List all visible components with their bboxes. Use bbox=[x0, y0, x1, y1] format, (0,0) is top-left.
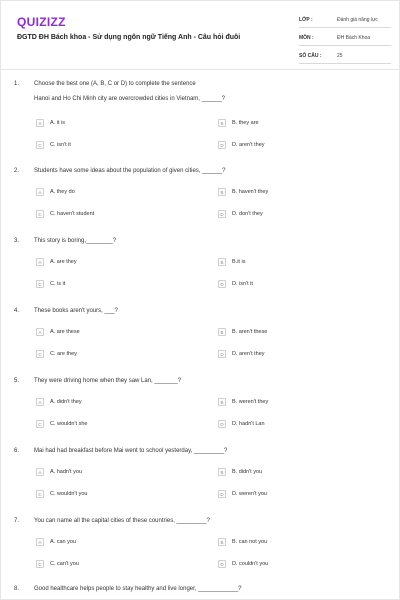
meta-row-class bbox=[299, 13, 391, 28]
option-letter: B bbox=[218, 119, 226, 127]
option-letter: B bbox=[218, 328, 226, 336]
option-text: D. couldn't you bbox=[232, 561, 269, 567]
question-text: Mai had had breakfast before Mai went to school yesterday, _________? bbox=[34, 448, 228, 454]
option-text: D. aren't they bbox=[232, 351, 265, 357]
option-b[interactable] bbox=[218, 258, 245, 266]
option-text: D. weren't you bbox=[232, 491, 267, 497]
option-letter: C bbox=[36, 560, 44, 568]
question-text: These books aren't yours, ___? bbox=[34, 308, 118, 314]
option-letter: D bbox=[218, 210, 226, 218]
option-c[interactable] bbox=[36, 210, 94, 218]
option-text: D. aren't they bbox=[232, 142, 265, 148]
option-a[interactable] bbox=[36, 119, 65, 127]
meta-row-subject bbox=[299, 31, 391, 46]
question-text: You can name all the capital cities of these countries, _________? bbox=[34, 518, 210, 524]
question-number: 7. bbox=[14, 518, 20, 524]
question-text: Choose the best one (A, B, C or D) to complete the sentence bbox=[34, 81, 196, 87]
option-letter: A bbox=[36, 328, 44, 336]
option-letter: B bbox=[218, 398, 226, 406]
meta-label: LỚP : bbox=[299, 17, 313, 23]
option-text: B. weren't they bbox=[232, 399, 269, 405]
option-text: C. is it bbox=[50, 281, 66, 287]
option-text: D. don't they bbox=[232, 211, 263, 217]
option-letter: B bbox=[218, 188, 226, 196]
option-text: A. they do bbox=[50, 189, 75, 195]
question-number: 5. bbox=[14, 378, 20, 384]
option-d[interactable] bbox=[218, 210, 263, 218]
option-letter: B bbox=[218, 538, 226, 546]
option-text: B. haven't they bbox=[232, 189, 269, 195]
option-text: B. aren't these bbox=[232, 329, 268, 335]
header-divider bbox=[1, 69, 399, 70]
option-letter: B bbox=[218, 258, 226, 266]
option-letter: D bbox=[218, 280, 226, 288]
option-d[interactable] bbox=[218, 350, 265, 358]
option-text: A. are they bbox=[50, 259, 77, 265]
meta-label: SỐ CÂU : bbox=[299, 53, 322, 59]
question-number: 6. bbox=[14, 448, 20, 454]
question-subtext: Hanoi and Ho Chi Minh city are overcrowded cities in Vietnam, ______? bbox=[34, 96, 225, 102]
option-text: C. wouldn't you bbox=[50, 491, 88, 497]
option-text: C. haven't student bbox=[50, 211, 95, 217]
option-c[interactable] bbox=[36, 280, 65, 288]
meta-label: MÔN : bbox=[299, 35, 314, 41]
option-text: D. isn't it bbox=[232, 281, 253, 287]
meta-value: 25 bbox=[337, 53, 343, 59]
option-b[interactable] bbox=[218, 188, 268, 196]
question-number: 4. bbox=[14, 308, 20, 314]
option-letter: C bbox=[36, 210, 44, 218]
option-letter: A bbox=[36, 398, 44, 406]
option-text: D. hadn't Lan bbox=[232, 421, 265, 427]
option-d[interactable] bbox=[218, 490, 267, 498]
option-c[interactable] bbox=[36, 560, 79, 568]
option-a[interactable] bbox=[36, 328, 80, 336]
option-c[interactable] bbox=[36, 420, 87, 428]
option-text: C. isn't it bbox=[50, 142, 71, 148]
option-text: A. are these bbox=[50, 329, 80, 335]
option-c[interactable] bbox=[36, 141, 71, 149]
option-text: A. can you bbox=[50, 539, 76, 545]
option-text: A. it is bbox=[50, 120, 65, 126]
option-text: C. wouldn't she bbox=[50, 421, 88, 427]
question-number: 3. bbox=[14, 238, 20, 244]
option-letter: C bbox=[36, 490, 44, 498]
question-text: They were driving home when they saw Lan, _______? bbox=[34, 378, 182, 384]
option-letter: A bbox=[36, 468, 44, 476]
option-c[interactable] bbox=[36, 350, 77, 358]
worksheet-meta bbox=[299, 13, 391, 67]
option-text: C. can't you bbox=[50, 561, 79, 567]
option-letter: B bbox=[218, 468, 226, 476]
option-letter: D bbox=[218, 490, 226, 498]
option-letter: C bbox=[36, 280, 44, 288]
option-text: B. can not you bbox=[232, 539, 268, 545]
meta-row-count bbox=[299, 49, 391, 64]
question-number: 8. bbox=[14, 586, 20, 592]
option-letter: A bbox=[36, 119, 44, 127]
option-b[interactable] bbox=[218, 538, 267, 546]
option-text: A. didn't they bbox=[50, 399, 82, 405]
meta-value: ĐH Bách Khoa bbox=[337, 35, 371, 41]
option-d[interactable] bbox=[218, 560, 268, 568]
option-letter: C bbox=[36, 141, 44, 149]
option-letter: D bbox=[218, 350, 226, 358]
option-a[interactable] bbox=[36, 258, 77, 266]
option-text: B.it is bbox=[232, 259, 246, 265]
question-text: Students have some ideas about the population of given cities, ______? bbox=[34, 168, 226, 174]
question-number: 1. bbox=[14, 81, 20, 87]
meta-value: Đánh giá năng lực bbox=[337, 17, 378, 23]
option-text: A. hadn't you bbox=[50, 469, 82, 475]
option-letter: C bbox=[36, 350, 44, 358]
option-c[interactable] bbox=[36, 490, 87, 498]
option-letter: C bbox=[36, 420, 44, 428]
option-b[interactable] bbox=[218, 328, 267, 336]
option-letter: D bbox=[218, 420, 226, 428]
option-text: B. didn't you bbox=[232, 469, 263, 475]
option-a[interactable] bbox=[36, 538, 76, 546]
option-a[interactable] bbox=[36, 188, 75, 196]
option-text: C. are they bbox=[50, 351, 77, 357]
worksheet-title: ĐGTD ĐH Bách khoa - Sử dụng ngôn ngữ Tiếng Anh - Câu hỏi đuôi bbox=[17, 34, 241, 41]
question-number: 2. bbox=[14, 168, 20, 174]
option-d[interactable] bbox=[218, 280, 253, 288]
option-d[interactable] bbox=[218, 420, 265, 428]
option-letter: D bbox=[218, 141, 226, 149]
option-letter: A bbox=[36, 188, 44, 196]
option-a[interactable] bbox=[36, 468, 82, 476]
option-b[interactable] bbox=[218, 398, 268, 406]
option-a[interactable] bbox=[36, 398, 82, 406]
option-letter: D bbox=[218, 560, 226, 568]
option-text: B. they are bbox=[232, 120, 259, 126]
question-text: This story is boring,________? bbox=[34, 238, 117, 244]
option-b[interactable] bbox=[218, 119, 259, 127]
option-letter: A bbox=[36, 258, 44, 266]
quizizz-logo: QUIZIZZ bbox=[17, 15, 66, 29]
question-text: Good healthcare helps people to stay healthy and live longer, ____________? bbox=[34, 586, 242, 592]
option-letter: A bbox=[36, 538, 44, 546]
option-d[interactable] bbox=[218, 141, 265, 149]
option-b[interactable] bbox=[218, 468, 262, 476]
